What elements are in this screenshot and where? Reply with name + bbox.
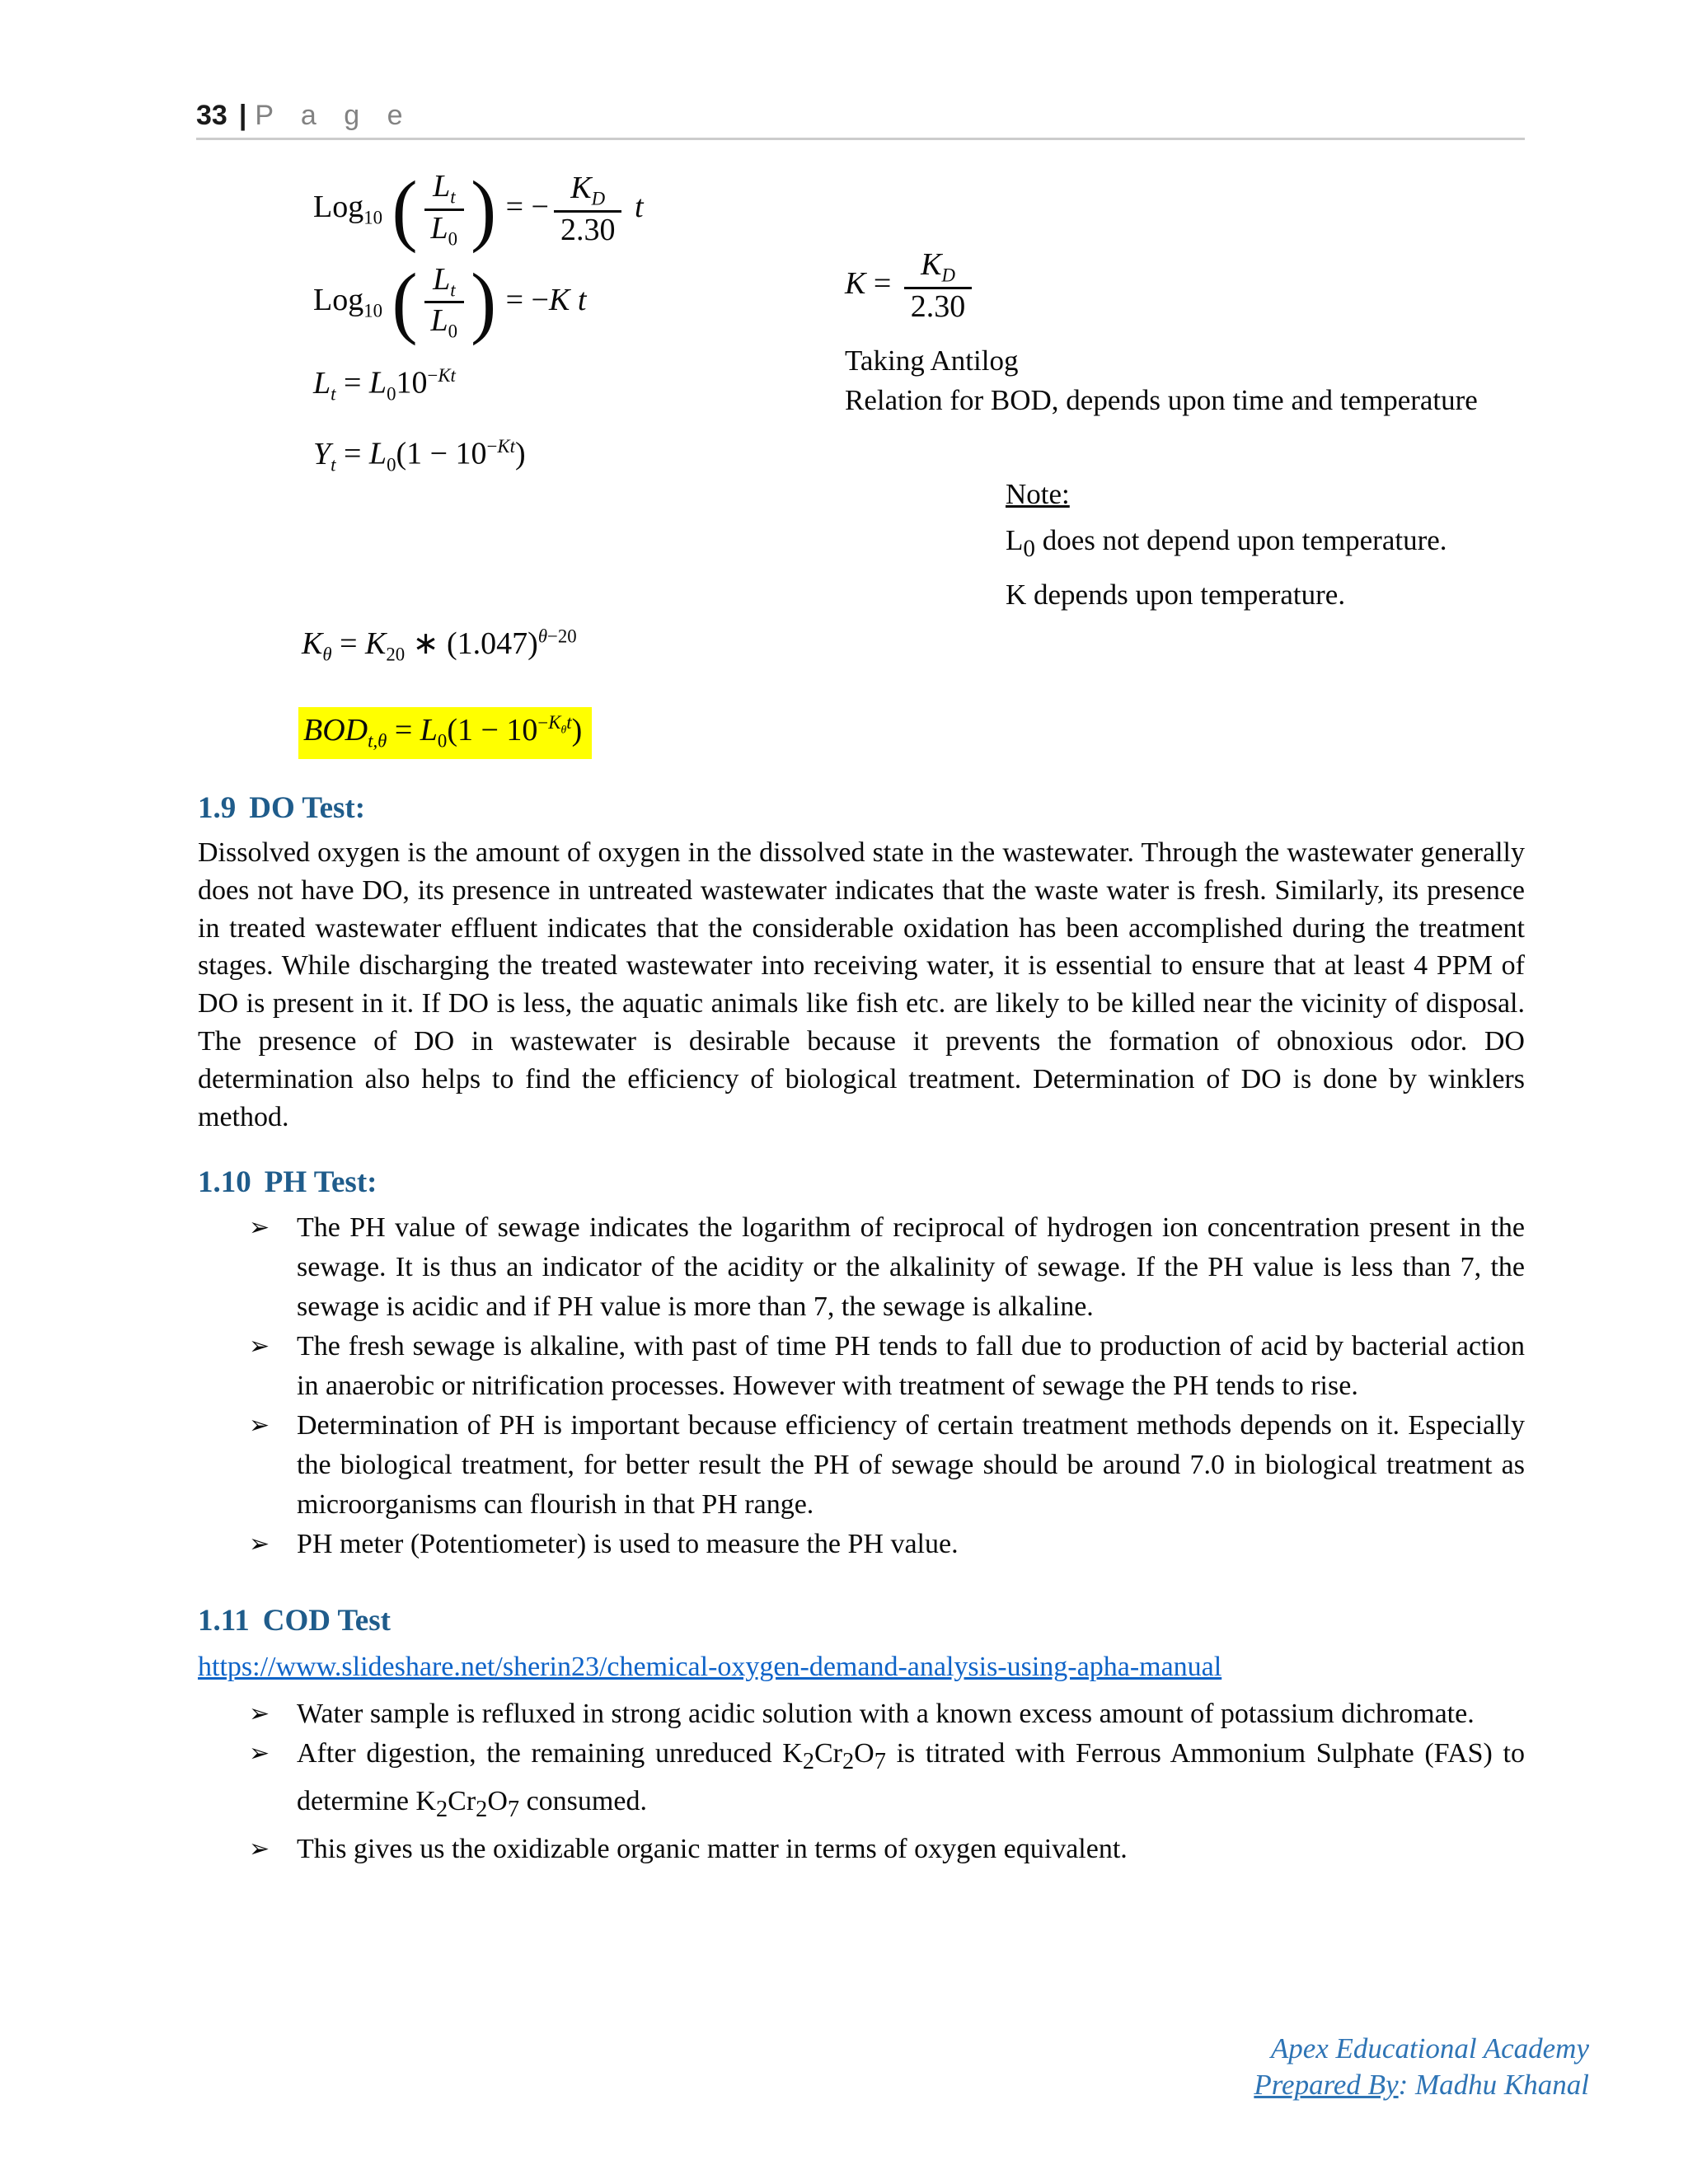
formula-log10-kd: Log$_{10}$ ( $\frac{L_t}{L_0}$ ) = − $\frac{K_D}{2.30}$ t (313, 165, 644, 255)
formula-k-theta: $K_\theta = K_{20}$ ∗ $(1.047)^{\theta-20}$ (302, 626, 577, 665)
list-item (198, 1327, 1525, 1406)
do-test-title: DO Test: (249, 791, 366, 825)
header-rule (196, 138, 1525, 140)
ph-bullet-text: The PH value of sewage indicates the logarithm of reciprocal of hydrogen ion concentration present in the sewage. It is thus an indicator of the acidity or the alkalinity of sewage. If the PH value is less than 7, the sewage is acidic and if PH value is more than 7, the sewage is alkaline. (297, 1212, 1525, 1322)
formula-lt: $L_t = L_010^{-Kt}$ (313, 365, 456, 405)
bullet-arrow-icon: ➢ (249, 1213, 270, 1242)
list-item (198, 1525, 1525, 1564)
cod-bullet-list (198, 1694, 1525, 1869)
page-word-label: P a g e (255, 100, 413, 131)
ph-test-heading (198, 1164, 1525, 1202)
note-line-l0: $L_0$ does not depend upon temperature. (1006, 524, 1447, 562)
bullet-arrow-icon: ➢ (249, 1699, 270, 1728)
ph-bullet-text: Determination of PH is important because efficiency of certain treatment methods depends on it. Especially the biological treatment, for better result the PH of sewage should be around 7.0 in biological treatment as microorganisms can flourish in that PH range. (297, 1410, 1525, 1520)
section-cod-test (198, 1602, 1525, 1869)
section-do-test (198, 790, 1525, 1136)
note-line-k: K depends upon temperature. (1006, 579, 1346, 611)
formula-k-equals-kd: K = $\frac{K_D}{2.30}$ (845, 247, 1478, 325)
slideshare-link[interactable]: https://www.slideshare.net/sherin23/chemical-oxygen-demand-analysis-using-apha-manual (198, 1652, 1222, 1682)
list-item (198, 1208, 1525, 1327)
taking-antilog-text: Taking Antilog (845, 344, 1019, 377)
do-test-paragraph: Dissolved oxygen is the amount of oxygen in the dissolved state in the wastewater. Through the wastewater generally does not have DO, its presence in untreated wastewater indicates that the waste water is fresh. Similarly, its presence in treated wastewater effluent indicates that the considerable oxidation has been accomplished during the treatment stages. While discharging the treated wastewater into receiving water, it is essential to ensure that at least 4 PPM of DO is present in it. If DO is less, the aquatic animals like fish etc. are likely to be killed near the vicinity of disposal. The presence of DO in wastewater is desirable because it prevents the formation of obnoxious odor. DO determination also helps to find the efficiency of biological treatment. Determination of DO is done by winklers method. (198, 837, 1525, 1132)
do-test-number: 1.9 (198, 791, 237, 825)
footer-prepared-by-line (1254, 2067, 1589, 2103)
list-item (198, 1694, 1525, 1734)
list-item (198, 1830, 1525, 1869)
cod-test-number: 1.11 (198, 1604, 250, 1638)
footer-academy-line: Apex Educational Academy (1270, 2032, 1589, 2064)
list-item (198, 1734, 1525, 1830)
section-ph-test (198, 1164, 1525, 1564)
bullet-arrow-icon: ➢ (249, 1834, 270, 1863)
page-number-separator: | (238, 100, 247, 131)
prepared-by-label: Prepared By (1254, 2069, 1399, 2101)
formula-yt: $Y_t = L_0(1 - 10^{-Kt})$ (313, 436, 526, 476)
bullet-arrow-icon: ➢ (249, 1332, 270, 1361)
note-block (1006, 471, 1447, 618)
bullet-arrow-icon: ➢ (249, 1739, 270, 1768)
bod-derivation-formula-block (313, 165, 644, 485)
page-number: 33 (196, 100, 227, 131)
cod-bullet-text: After digestion, the remaining unreduced $K_2Cr_2O_7$ is titrated with Ferrous Ammonium Sulphate (FAS) to determine $K_2Cr_2O_7$ consumed. (297, 1738, 1525, 1822)
list-item (198, 1406, 1525, 1525)
ph-test-number: 1.10 (198, 1165, 251, 1199)
ph-test-title: PH Test: (264, 1165, 377, 1199)
bullet-arrow-icon: ➢ (249, 1411, 270, 1440)
do-test-heading (198, 790, 1525, 827)
cod-bullet-text: Water sample is refluxed in strong acidic solution with a known excess amount of potassium dichromate. (297, 1699, 1475, 1729)
cod-bullet-text: This gives us the oxidizable organic matter in terms of oxygen equivalent. (297, 1833, 1128, 1864)
highlighted-formula-wrap (298, 707, 592, 759)
cod-test-title: COD Test (262, 1604, 391, 1638)
ph-bullet-list (198, 1208, 1525, 1564)
formula-log10-k: Log$_{10}$ ( $\frac{L_t}{L_0}$ ) = −K t (313, 257, 587, 347)
k-relation-block (845, 247, 1478, 420)
document-footer (1254, 2031, 1589, 2103)
bod-relation-text: Relation for BOD, depends upon time and temperature (845, 384, 1478, 417)
formula-bod-highlighted: $BOD_{t,\theta} = L_0(1 - 10^{-K_\theta t})$ (298, 707, 592, 759)
bullet-arrow-icon: ➢ (249, 1530, 270, 1558)
ph-bullet-text: The fresh sewage is alkaline, with past of time PH tends to fall due to production of acid by bacterial action in anaerobic or nitrification processes. However with treatment of sewage the PH tends to rise. (297, 1331, 1525, 1401)
page-header (196, 99, 412, 132)
ph-bullet-text: PH meter (Potentiometer) is used to measure the PH value. (297, 1529, 959, 1559)
prepared-by-name: : Madhu Khanal (1398, 2069, 1589, 2101)
cod-test-heading (198, 1602, 1525, 1640)
note-title: Note: (1006, 478, 1070, 510)
